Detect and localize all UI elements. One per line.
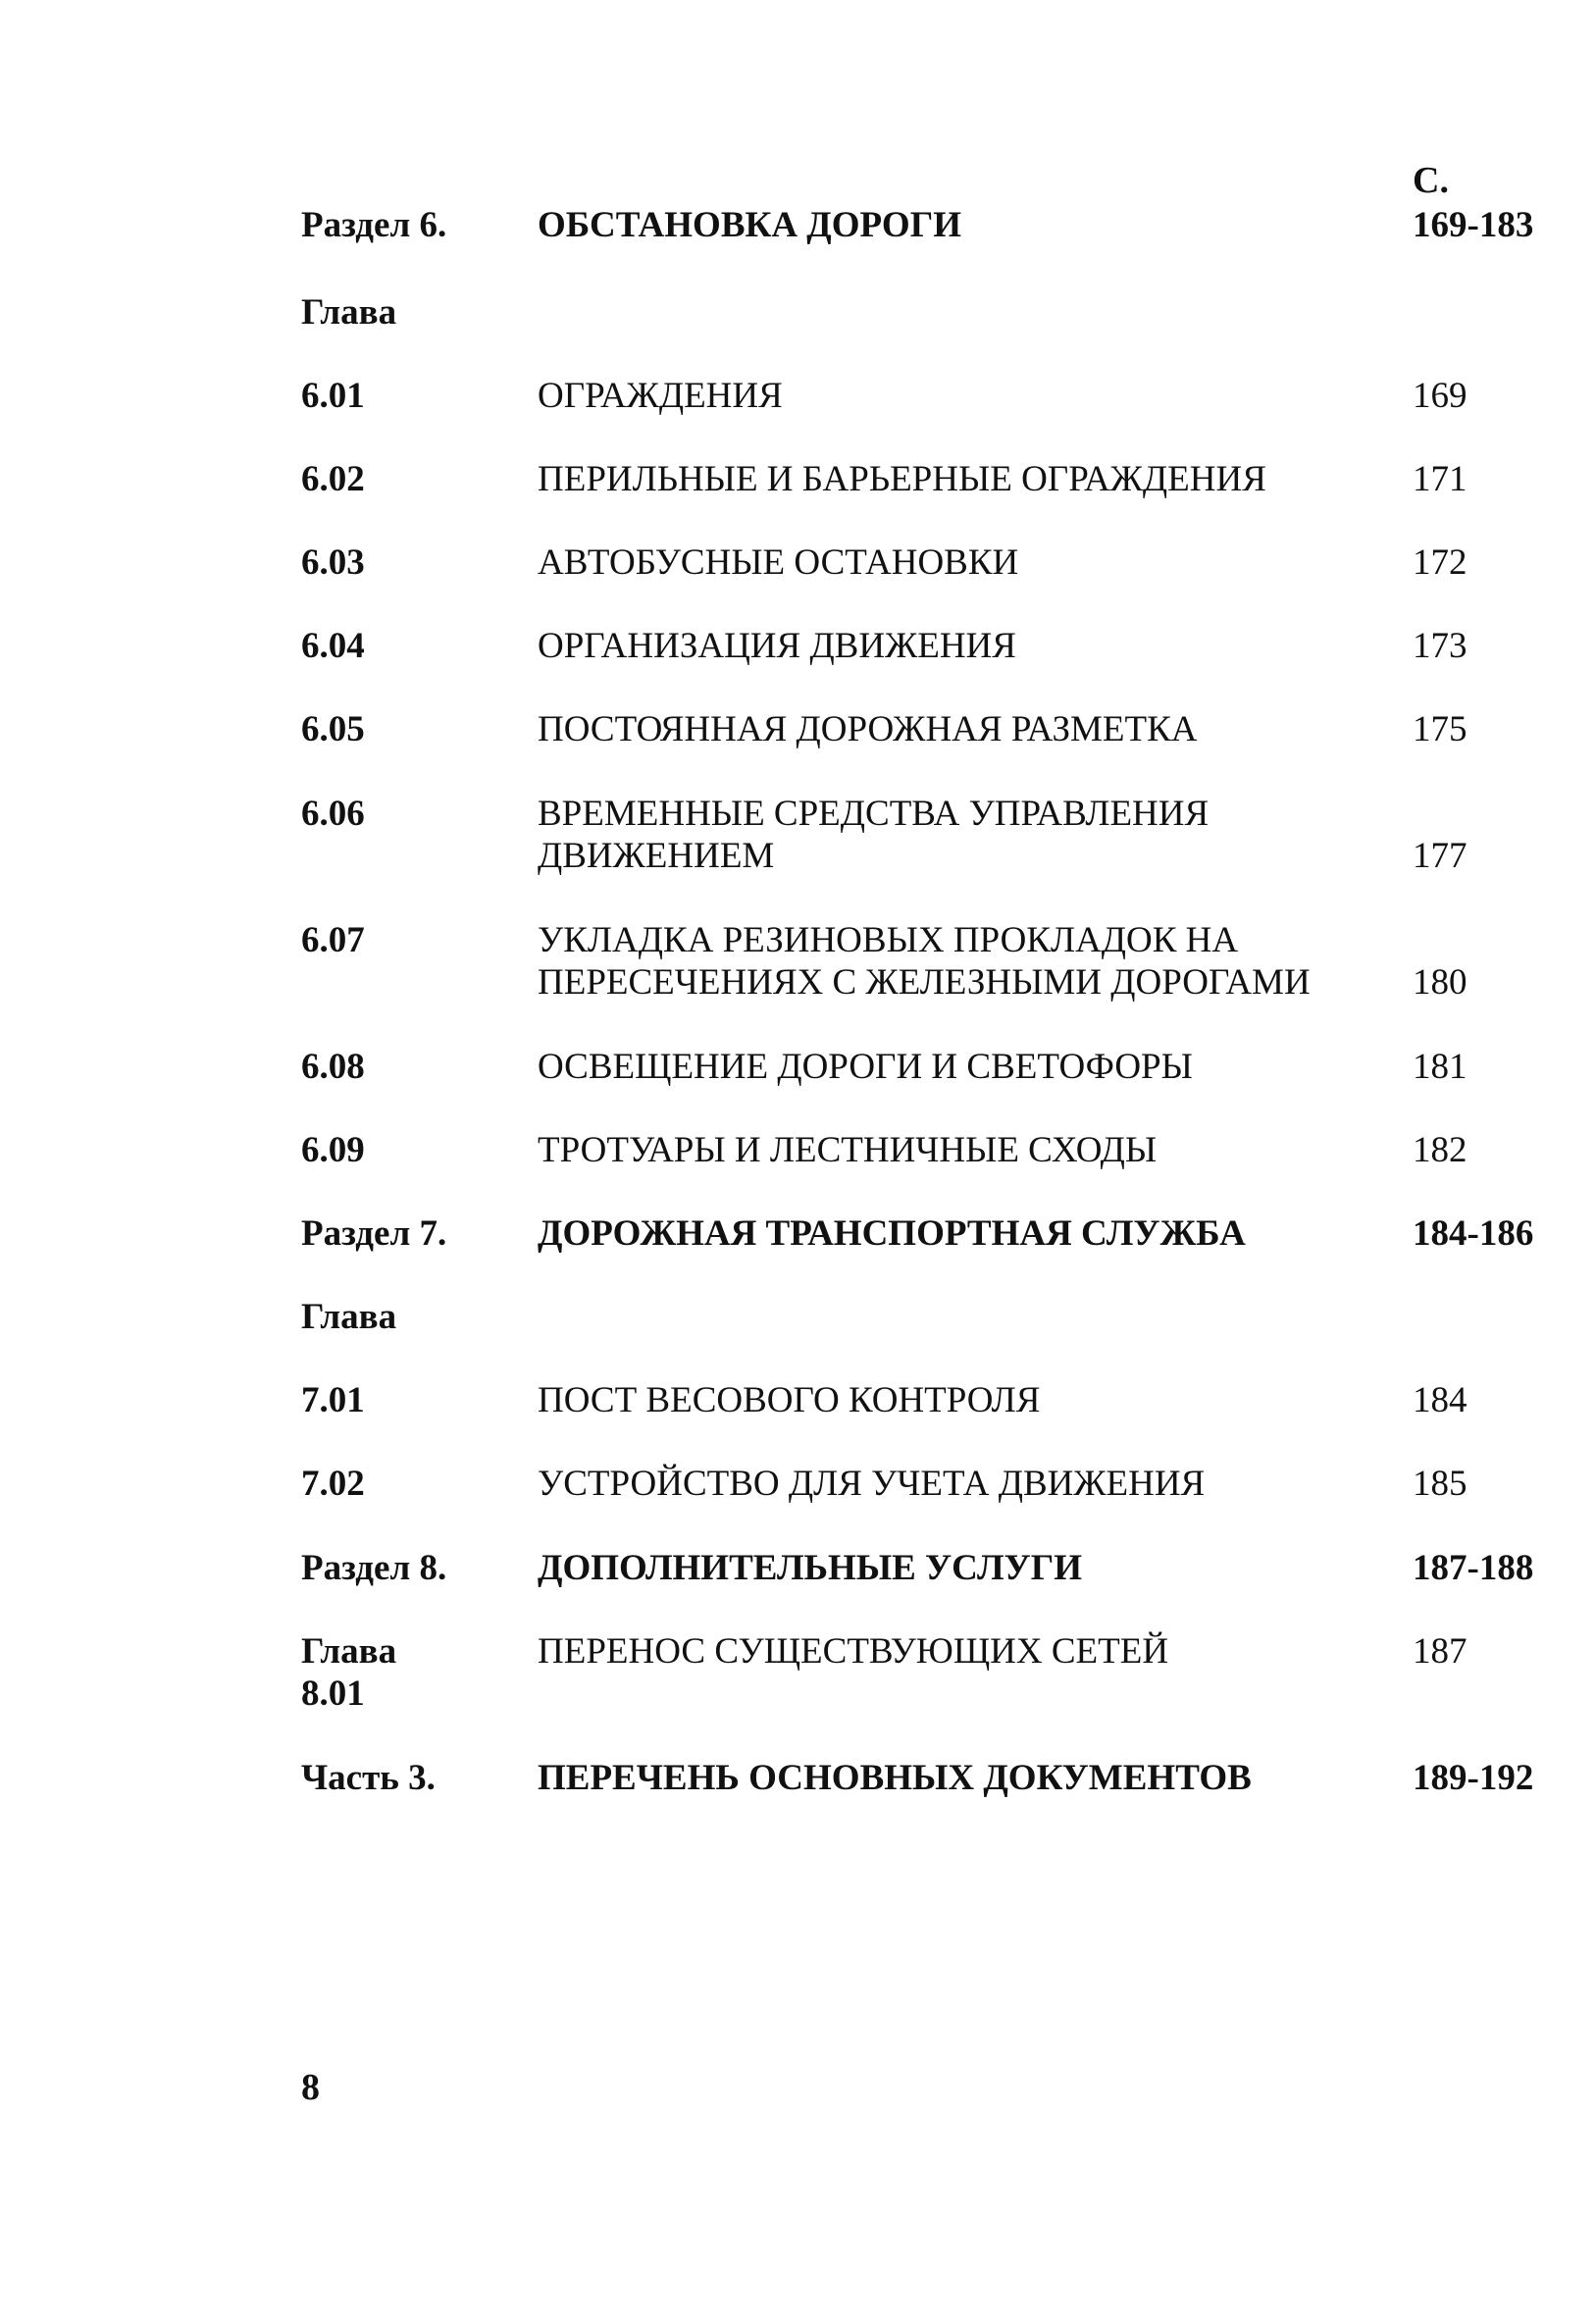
toc-entry-number [301,541,365,584]
toc-entry-title [538,1463,1205,1505]
toc-entry-number [301,1547,446,1589]
toc-entry-pages: 171 [1413,459,1467,499]
entry-number-line: Глава [301,1297,397,1337]
toc-entry-number [301,1463,365,1505]
entry-title-line: ОГРАЖДЕНИЯ [538,376,783,416]
toc-entry-title [538,625,1016,667]
toc-entry-row [0,708,1596,797]
entry-title-line: ТРОТУАРЫ И ЛЕСТНИЧНЫЕ СХОДЫ [538,1130,1158,1170]
toc-entry-pages: 173 [1413,626,1467,666]
toc-entry-number [301,291,396,334]
toc-entry-row [0,375,1596,463]
entry-number-line: 6.01 [301,376,365,416]
entry-title-line: ПОСТ ВЕСОВОГО КОНТРОЛЯ [538,1380,1041,1420]
toc-entry-title [538,1630,1168,1673]
toc-entry-title [538,1212,1246,1255]
entry-number-line: Глава [301,1631,397,1672]
toc-section-row [0,1757,1596,1845]
toc-entry-title [538,1547,1082,1589]
pages-column-header: С. [1413,160,1449,201]
entry-title-line: ДОРОЖНАЯ ТРАНСПОРТНАЯ СЛУЖБА [538,1213,1246,1254]
toc-entry-row [0,291,1596,380]
toc-entry-title [538,1129,1157,1171]
toc-entry-pages: 189-192 [1413,1758,1534,1798]
entry-title-line: ОРГАНИЗАЦИЯ ДВИЖЕНИЯ [538,626,1016,666]
toc-entry-number [301,1129,365,1171]
toc-entry-pages: 169 [1413,376,1467,416]
toc-entry-title [538,1379,1040,1421]
entry-title-line: ОСВЕЩЕНИЕ ДОРОГИ И СВЕТОФОРЫ [538,1047,1193,1087]
entry-number-line: 6.02 [301,459,365,499]
toc-entry-pages: 175 [1413,709,1467,749]
toc-entry-row [0,1379,1596,1468]
toc-entry-title [538,708,1198,750]
entry-number-line: 6.03 [301,542,365,583]
toc-entry-pages: 184-186 [1413,1213,1534,1254]
toc-entry-row [0,541,1596,630]
toc-entry-number [301,1757,436,1799]
entry-title-line: ПЕРЕНОС СУЩЕСТВУЮЩИХ СЕТЕЙ [538,1631,1169,1672]
entry-title-line: ПЕРИЛЬНЫЕ И БАРЬЕРНЫЕ ОГРАЖДЕНИЯ [538,459,1266,499]
toc-entry-title [538,204,961,246]
toc-entry-title [538,375,783,417]
toc-entry-number [301,708,365,750]
toc-entry-pages: 185 [1413,1464,1467,1504]
toc-entry-number [301,1212,446,1255]
entry-number-line: 8.01 [301,1674,365,1714]
toc-entry-title [538,919,1311,1004]
entry-title-line: ДОПОЛНИТЕЛЬНЫЕ УСЛУГИ [538,1548,1083,1588]
entry-title-line: ПЕРЕСЕЧЕНИЯХ С ЖЕЛЕЗНЫМИ ДОРОГАМИ [538,962,1311,1003]
toc-entry-pages: 187 [1413,1631,1467,1672]
entry-number-line: Часть 3. [301,1758,436,1798]
page-number: 8 [301,2067,320,2108]
toc-section-row [0,1212,1596,1301]
toc-entry-pages: 177 [1413,836,1467,876]
toc-section-row [0,1547,1596,1635]
toc-entry-title [538,1757,1252,1799]
toc-entry-pages: 187-188 [1413,1548,1534,1588]
entry-number-line: 6.07 [301,920,365,960]
toc-entry-number [301,1379,365,1421]
toc-entry-row [0,1463,1596,1551]
entry-number-line: Раздел 6. [301,205,447,245]
entry-number-line: 7.01 [301,1380,365,1420]
toc-entry-number [301,793,365,835]
toc-entry-pages: 172 [1413,542,1467,583]
toc-entry-number [301,919,365,961]
toc-entry-number [301,1630,396,1715]
toc-entry-number [301,625,365,667]
entry-number-line: 6.08 [301,1047,365,1087]
toc-entry-pages: 169-183 [1413,205,1534,245]
toc-entry-row [0,1296,1596,1384]
toc-entry-pages: 182 [1413,1130,1467,1170]
toc-entry-number [301,375,365,417]
toc-entry-row [0,919,1596,1007]
toc-entry-number [301,204,446,246]
toc-entry-title [538,1046,1193,1088]
entry-title-line: УКЛАДКА РЕЗИНОВЫХ ПРОКЛАДОК НА [538,920,1239,960]
entry-title-line: ДВИЖЕНИЕМ [538,836,775,876]
entry-number-line: Раздел 8. [301,1548,447,1588]
toc-entry-number [301,1046,365,1088]
toc-entry-title [538,458,1266,500]
entry-number-line: 7.02 [301,1464,365,1504]
toc-entry-title [538,793,1209,877]
toc-entry-number [301,458,365,500]
entry-title-line: ВРЕМЕННЫЕ СРЕДСТВА УПРАВЛЕНИЯ [538,794,1210,834]
entry-number-line: Глава [301,292,397,333]
entry-number-line: 6.04 [301,626,365,666]
toc-entry-row [0,458,1596,546]
toc-entry-row [0,1046,1596,1134]
toc-entry-row [0,1129,1596,1217]
toc-entry-row [0,625,1596,713]
toc-entry-row [0,1630,1596,1719]
toc-entry-pages: 180 [1413,962,1467,1003]
toc-section-row [0,204,1596,292]
toc-entry-title [538,541,1018,584]
toc-entry-pages: 184 [1413,1380,1467,1420]
entry-number-line: 6.09 [301,1130,365,1170]
entry-title-line: ПЕРЕЧЕНЬ ОСНОВНЫХ ДОКУМЕНТОВ [538,1758,1252,1798]
toc-entry-row [0,793,1596,881]
entry-title-line: ПОСТОЯННАЯ ДОРОЖНАЯ РАЗМЕТКА [538,709,1198,749]
entry-number-line: 6.05 [301,709,365,749]
entry-title-line: ОБСТАНОВКА ДОРОГИ [538,205,962,245]
entry-number-line: Раздел 7. [301,1213,447,1254]
toc-entry-pages: 181 [1413,1047,1467,1087]
entry-number-line: 6.06 [301,794,365,834]
entry-title-line: УСТРОЙСТВО ДЛЯ УЧЕТА ДВИЖЕНИЯ [538,1464,1206,1504]
entry-title-line: АВТОБУСНЫЕ ОСТАНОВКИ [538,542,1019,583]
toc-entry-number [301,1296,396,1338]
